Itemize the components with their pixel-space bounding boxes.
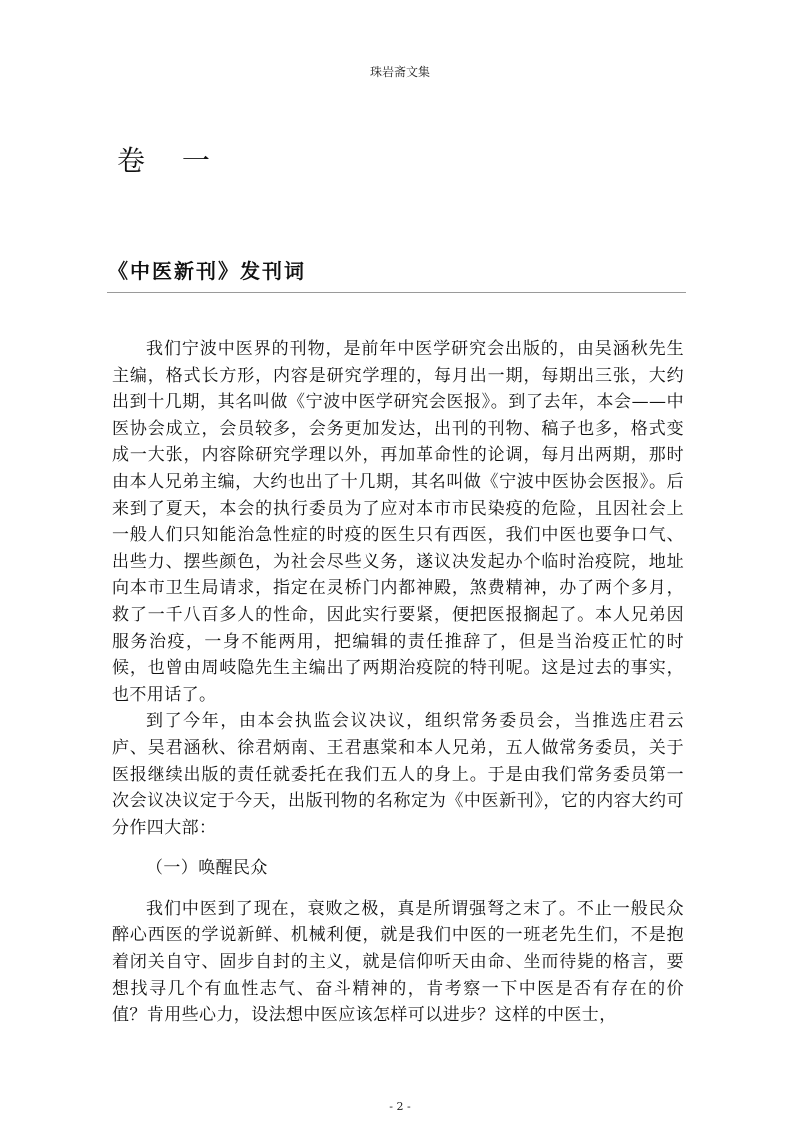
- article-body: [112, 336, 684, 1029]
- volume-title: 卷 一: [117, 144, 224, 177]
- running-header: 珠岩斋文集: [369, 65, 430, 79]
- paragraph-1: 我们宁波中医界的刊物，是前年中医学研究会出版的，由吴涵秋先生主编，格式长方形，内容是研究学理的，每月出一期，每期出三张，大约出到十几期，其名叫做《宁波中医学研究会医报》。到了去年，本会——中医协会成立，会员较多，会务更加发达，出刊的刊物、稿子也多，格式变成一大张，内容除研究学理以外，再加革命性的论调，每月出两期，那时由本人兄弟主编，大约也出了十几期，其名叫做《宁波中医协会医报》。后来到了夏天，本会的执行委员为了应对本市市民染疫的危险，且因社会上一般人们只知能治急性症的时疫的医生只有西医，我们中医也要争口气、出些力、摆些颜色，为社会尽些义务，遂议决发起办个临时治疫院，地址向本市卫生局请求，指定在灵桥门内都神殿，煞费精神，办了两个多月，救了一千八百多人的性命，因此实行要紧，便把医报搁起了。本人兄弟因服务治疫，一身不能两用，把编辑的责任推辞了，但是当治疫正忙的时候，也曾由周岐隐先生主编出了两期治疫院的特刊呢。这是过去的事实，也不用话了。: [112, 339, 684, 705]
- section-heading: （一）唤醒民众: [146, 858, 268, 879]
- page-number: - 2 -: [389, 1100, 411, 1113]
- section-paragraph: 我们中医到了现在，衰败之极，真是所谓强弩之末了。不止一般民众醉心西医的学说新鲜、机械利便，就是我们中医的一班老先生们，不是抱着闭关自守、固步自封的主义，就是信仰听天由命、坐而待毙的格言，要想找寻几个有血性志气、奋斗精神的，肯考察一下中医是否有存在的价值？肯用些心力，设法想中医应该怎样可以进步？这样的中医士，: [112, 898, 684, 1026]
- title-divider: [107, 292, 686, 293]
- paragraph-2: 到了今年，由本会执监会议决议，组织常务委员会，当推选庄君云庐、吴君涵秋、徐君炳南、王君惠棠和本人兄弟，五人做常务委员，关于医报继续出版的责任就委托在我们五人的身上。于是由我们常务委员第一次会议决议定于今天，出版刊物的名称定为《中医新刊》，它的内容大约可分作四大部：: [112, 711, 684, 838]
- article-title: 《中医新刊》发刊词: [108, 259, 306, 283]
